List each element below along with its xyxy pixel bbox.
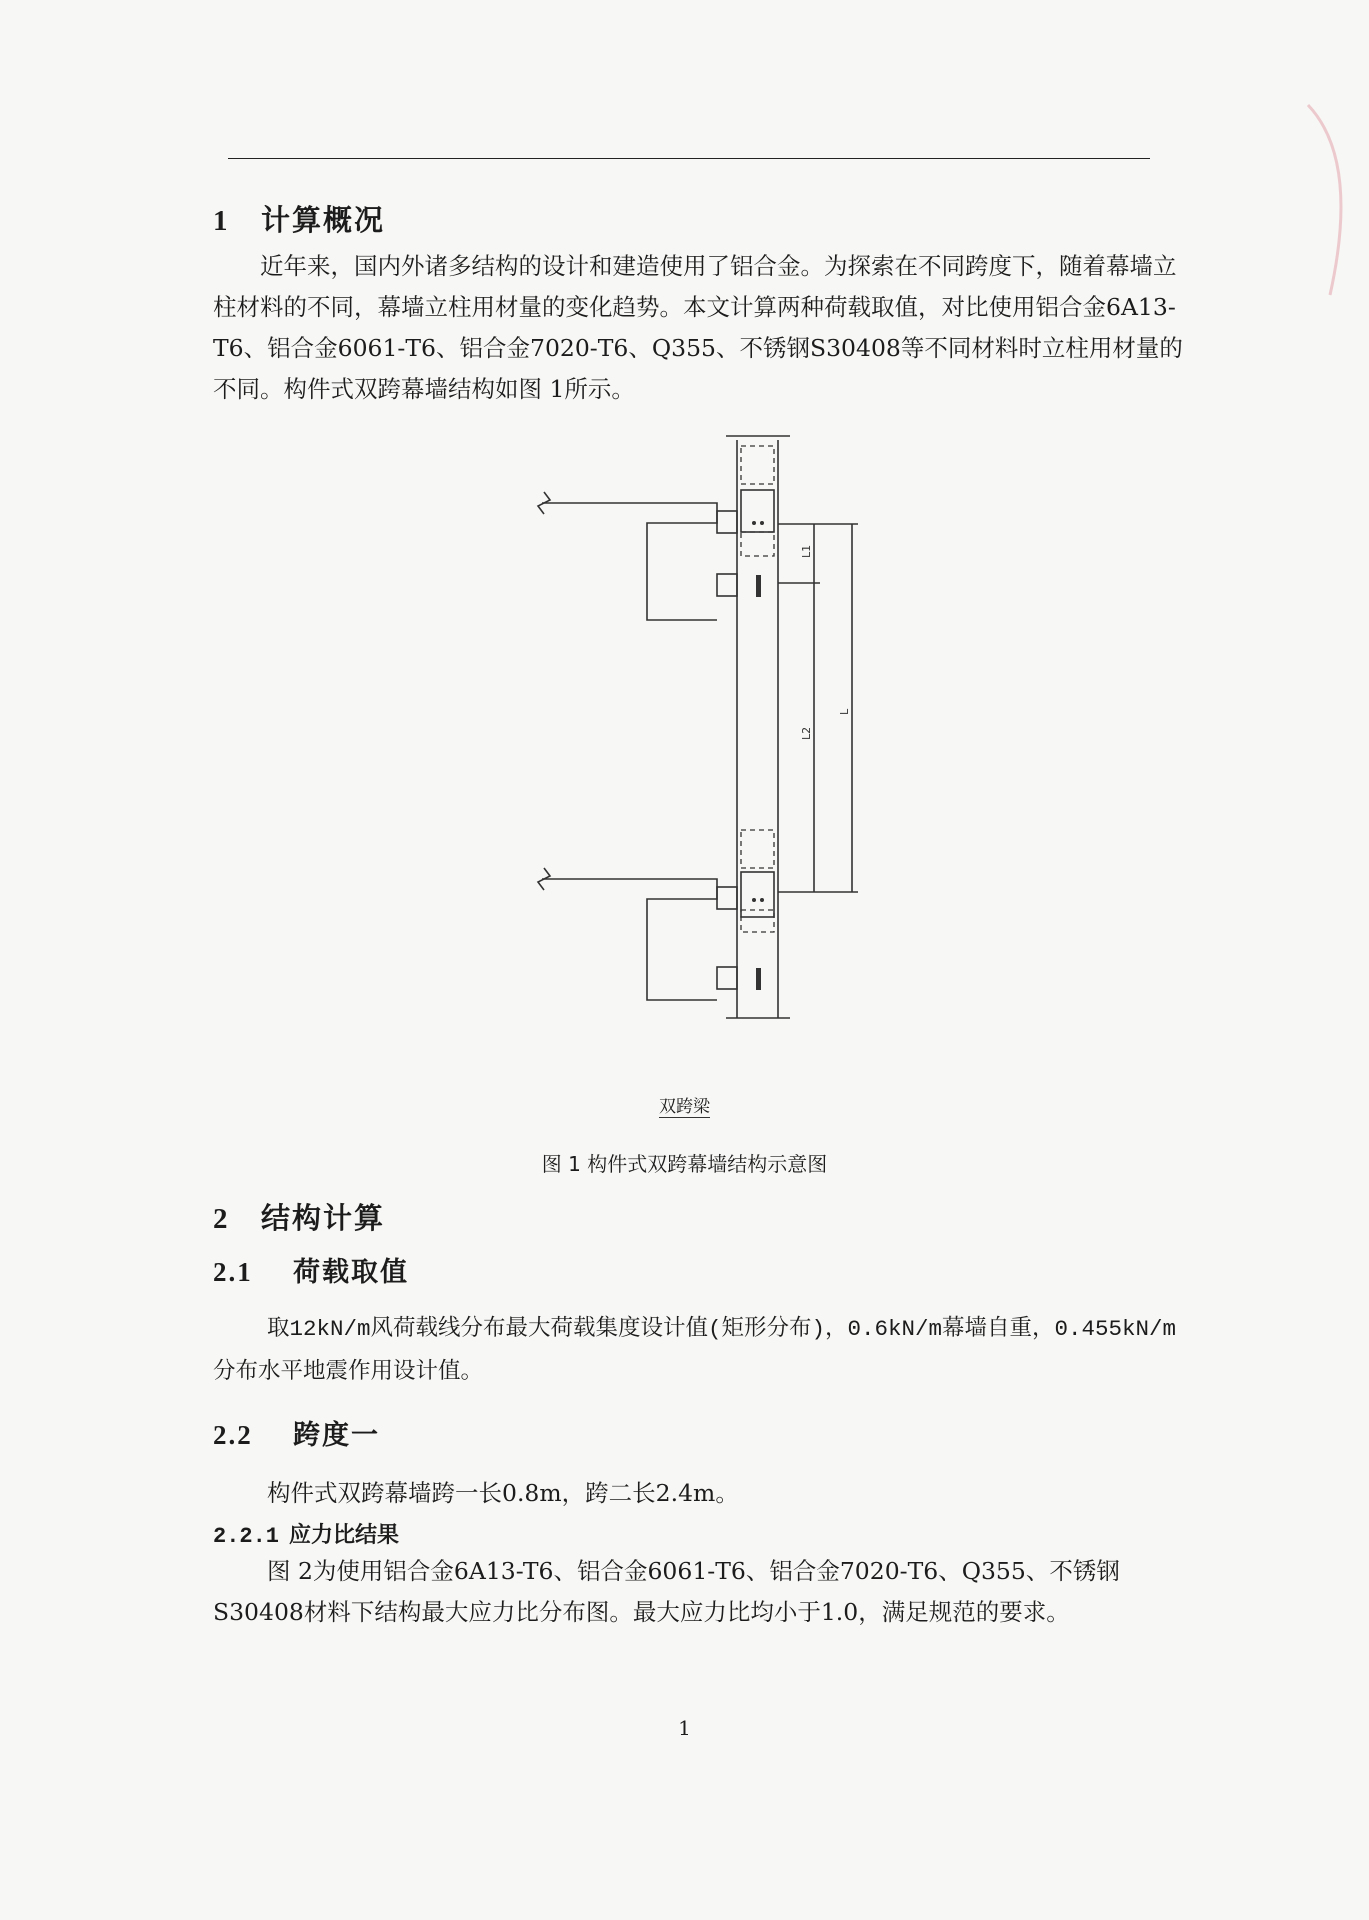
bolt (760, 521, 764, 525)
section-title: 荷载取值 (293, 1257, 409, 1288)
section-title: 应力比结果 (289, 1523, 400, 1548)
dashed-box-lower-bracket (741, 910, 774, 932)
curtain-wall-diagram (520, 420, 880, 1120)
figure-sublabel-text: 双跨梁 (659, 1097, 710, 1117)
section-2-2-1-paragraph (213, 1551, 1183, 1633)
bolt-plate (756, 968, 761, 990)
upper-slab (542, 503, 717, 620)
section-number: 1 (213, 205, 230, 237)
bolt-plate (756, 575, 761, 597)
section-2-1-paragraph (213, 1308, 1183, 1394)
section-2-1-heading (213, 1250, 409, 1289)
paragraph-text: 构件式双跨幕墙跨一长0.8m，跨二长2.4m。 (267, 1479, 739, 1507)
section-2-heading (213, 1196, 385, 1237)
dashed-box-upper-bracket (741, 532, 774, 556)
section-number: 2.2.1 (213, 1524, 280, 1549)
mullion-joint-upper (741, 490, 774, 532)
section-2-2-1-heading (213, 1518, 399, 1549)
section-2-2-heading (213, 1413, 380, 1452)
dim-label-l1: L1 (800, 544, 813, 558)
section-number: 2.1 (213, 1257, 253, 1287)
dim-label-l2: L2 (800, 726, 813, 740)
section-title: 计算概况 (261, 203, 386, 237)
figure-caption: 图 1 构件式双跨幕墙结构示意图 (541, 1152, 828, 1176)
section-1-heading (213, 198, 385, 239)
header-rule (228, 158, 1150, 159)
page-number: 1 (678, 1716, 691, 1740)
section-1-paragraph (213, 246, 1183, 410)
dashed-box-lower (741, 830, 774, 868)
section-2-2-paragraph (213, 1473, 1183, 1514)
section-number: 2.2 (213, 1420, 253, 1450)
lower-slab (542, 879, 717, 1000)
stamp-mark (1290, 100, 1369, 300)
lower-bracket-2 (717, 967, 737, 989)
upper-bracket-1 (717, 511, 737, 533)
bolt (752, 898, 756, 902)
bolt (752, 521, 756, 525)
section-title: 跨度一 (293, 1420, 380, 1451)
lower-bracket-1 (717, 887, 737, 909)
section-number: 2 (213, 1203, 230, 1235)
figure-sublabel (0, 1092, 1369, 1117)
paragraph-text: 图 2为使用铝合金6A13-T6、铝合金6061-T6、铝合金7020-T6、Q355、不锈钢S30408材料下结构最大应力比分布图。最大应力比均小于1.0，满足规范的要求。 (213, 1557, 1120, 1626)
upper-bracket-2 (717, 574, 737, 596)
section-title: 结构计算 (261, 1201, 386, 1235)
paragraph-text: 近年来，国内外诸多结构的设计和建造使用了铝合金。为探索在不同跨度下，随着幕墙立柱材料的不同，幕墙立柱用材量的变化趋势。本文计算两种荷载取值，对比使用铝合金6A13-T6、铝合金6061-T6、铝合金7020-T6、Q355、不锈钢S30408等不同材料时立柱用材量的不同。构件式双跨幕墙结构如图 1所示。 (213, 252, 1183, 403)
figure-1-diagram (520, 420, 880, 1120)
paragraph-text: 取12kN/m风荷载线分布最大荷载集度设计值(矩形分布)，0.6kN/m幕墙自重，0.455kN/m分布水平地震作用设计值。 (213, 1316, 1177, 1385)
bolt (760, 898, 764, 902)
dim-label-l: L (838, 708, 851, 715)
dashed-box-top (741, 446, 774, 484)
